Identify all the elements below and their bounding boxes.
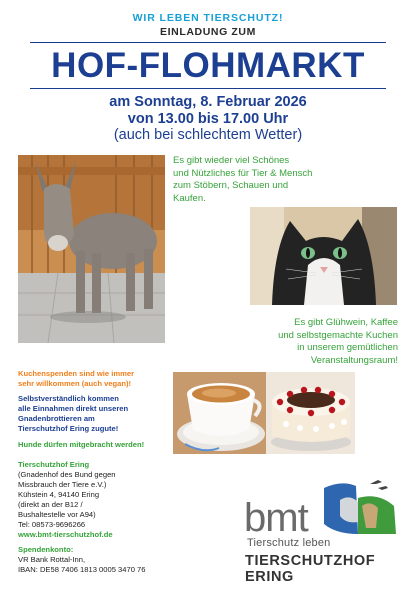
weather-note: (auch bei schlechtem Wetter)	[113, 127, 303, 143]
logo-tagline: Tierschutz leben	[247, 537, 331, 549]
cat-icon	[250, 207, 397, 305]
cake-donation-note: Kuchenspenden sind wie immer sehr willkommen (auch vegan)!	[18, 369, 135, 388]
divider-bottom	[30, 88, 386, 89]
cake-icon	[266, 372, 355, 454]
coffee-icon	[173, 372, 266, 454]
logo-wordmark: bmt	[244, 496, 308, 540]
proceeds-note: Selbstverständlich kommen alle Einnahmen direkt unseren Gnadenbrottieren am Tierschutzhof Ering zugute!	[18, 394, 129, 433]
website-link[interactable]: www.bmt-tierschutzhof.de	[18, 530, 113, 539]
logo-name: TIERSCHUTZHOF ERING	[245, 553, 376, 585]
page-title: HOF-FLOHMARKT	[51, 46, 365, 85]
bmt-logo-mark	[322, 478, 398, 536]
cake-photo	[266, 372, 355, 454]
refreshments-text: Es gibt Glühwein, Kaffee und selbstgemachte Kuchen in unserem gemütlichen Veranstaltungsraum!	[278, 317, 398, 366]
slogan: WIR LEBEN TIERSCHUTZ!	[132, 12, 284, 24]
contact-block: Tierschutzhof Ering (Gnadenhof des Bund gegen Missbrauch der Tiere e.V.) Kühstein 4, 94140 Ering (direkt an der B12 / Bushaltestelle vor A94) Tel: 08573-9696266 www.bmt-tierschutzhof.de	[18, 460, 178, 540]
dogs-note: Hunde dürfen mitgebracht werden!	[18, 440, 145, 449]
coffee-photo	[173, 372, 266, 454]
invitation: EINLADUNG ZUM	[160, 26, 256, 38]
offer-text: Es gibt wieder viel Schönes und Nützliches für Tier & Mensch zum Stöbern, Schauen und Kaufen.	[173, 155, 313, 204]
donkey-photo	[18, 155, 165, 343]
donation-account: Spendenkonto: VR Bank Rottal-Inn, IBAN: DE58 7406 1813 0005 3470 76	[18, 545, 146, 574]
cat-photo	[250, 207, 397, 305]
animals-icon	[322, 478, 398, 536]
divider-top	[30, 42, 386, 43]
donkey-icon	[18, 155, 165, 343]
event-time: von 13.00 bis 17.00 Uhr	[127, 111, 289, 127]
event-date: am Sonntag, 8. Februar 2026	[109, 94, 307, 110]
